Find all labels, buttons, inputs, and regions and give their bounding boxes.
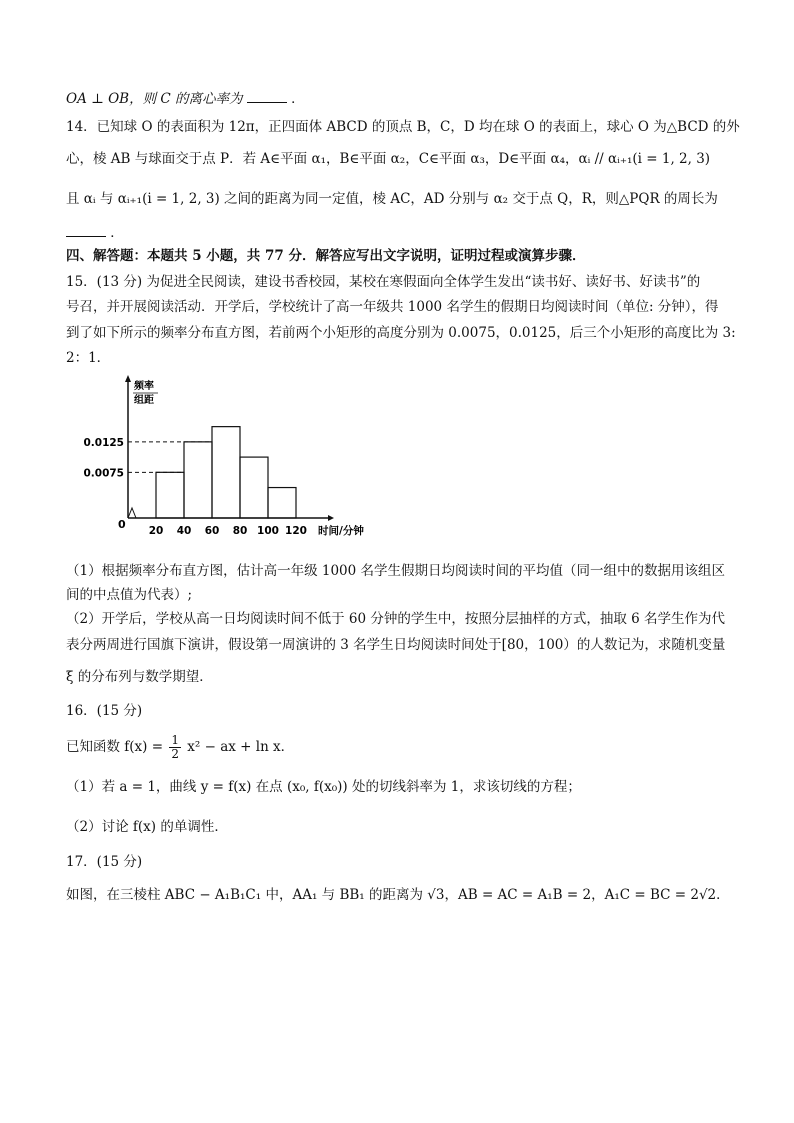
q13-text: OA ⊥ OB，则 C 的离心率为 xyxy=(66,91,243,107)
section-4-heading: 四、解答题：本题共 5 小题，共 77 分．解答应写出文字说明，证明过程或演算步骤． xyxy=(66,248,586,264)
q15-line-1: 15．(13 分) 为促进全民阅读，建设书香校园，某校在寒假面向全体学生发出“读书好、读好书、好读书”的 xyxy=(66,274,701,290)
histogram-bar xyxy=(156,472,184,518)
q15-part2-line-3: ξ 的分布列与数学期望． xyxy=(66,669,213,685)
q15-part2-line-2: 表分两周进行国旗下演讲，假设第一周演讲的 3 名学生日均阅读时间处于[80，100）的人数记为，求随机变量 xyxy=(66,637,726,653)
y-label-denominator: 组距 xyxy=(134,395,154,406)
x-axis-label: 时间/分钟 xyxy=(318,525,364,537)
q14-end: ． xyxy=(110,225,124,241)
q14-line-3: 且 αᵢ 与 αᵢ₊₁(i = 1, 2, 3) 之间的距离为同一定值，棱 AC，AD 分别与 α₂ 交于点 Q，R，则△PQR 的周长为 xyxy=(66,191,718,207)
q17-heading: 17．(15 分) xyxy=(66,854,143,870)
q16-func-suffix: x² − ax + ln x． xyxy=(187,739,295,755)
fraction-numerator: 1 xyxy=(171,733,179,747)
q15-line-2: 号召，并开展阅读活动．开学后，学校统计了高一年级共 1000 名学生的假期日均阅读时间（单位: 分钟），得 xyxy=(66,299,719,315)
histogram-bar xyxy=(212,427,240,518)
q15-part2-line-1: （2）开学后，学校从高一日均阅读时间不低于 60 分钟的学生中，按照分层抽样的方式，抽取 6 名学生作为代 xyxy=(66,611,726,627)
q16-part2: （2）讨论 f(x) 的单调性． xyxy=(66,819,228,835)
q14-line-1: 14．已知球 O 的表面积为 12π，正四面体 ABCD 的顶点 B，C，D 均在球 O 的表面上，球心 O 为△BCD 的外 xyxy=(66,119,740,135)
x-tick-label: 120 xyxy=(285,525,307,537)
histogram-bar xyxy=(268,488,296,518)
q16-function xyxy=(66,730,294,764)
histogram-bar xyxy=(184,442,212,518)
q13-tail xyxy=(66,90,305,108)
q17-text: 如图，在三棱柱 ABC − A₁B₁C₁ 中，AA₁ 与 BB₁ 的距离为 √3，AB = AC = A₁B = 2，A₁C = BC = 2√2． xyxy=(66,887,730,903)
q16-heading: 16．(15 分) xyxy=(66,703,143,719)
q15-part1-line-1: （1）根据频率分布直方图，估计高一年级 1000 名学生假期日均阅读时间的平均值（同一组中的数据用该组区 xyxy=(66,563,726,579)
fraction-one-half xyxy=(169,734,181,761)
y-tick-label: 0.0075 xyxy=(83,467,124,480)
y-axis-arrow xyxy=(125,375,131,382)
q15-part1-line-2: 间的中点值为代表）; xyxy=(66,587,193,603)
fraction-denominator: 2 xyxy=(171,747,179,761)
q14-line-4 xyxy=(66,224,124,242)
q16-func-prefix: 已知函数 f(x) = xyxy=(66,739,164,755)
answer-blank xyxy=(66,224,106,237)
q15-line-4: 2：1． xyxy=(66,350,111,366)
axis-break xyxy=(128,508,136,518)
answer-blank xyxy=(247,90,287,103)
x-tick-label: 80 xyxy=(232,525,248,537)
frequency-histogram xyxy=(83,372,400,547)
y-tick-label: 0.0125 xyxy=(83,436,124,449)
x-tick-label: 60 xyxy=(204,525,220,537)
q13-end: ． xyxy=(291,91,305,107)
x-axis-arrow xyxy=(328,515,334,521)
y-label-numerator: 频率 xyxy=(134,381,154,392)
q14-line-2: 心，棱 AB 与球面交于点 P．若 A∈平面 α₁，B∈平面 α₂，C∈平面 α₃，D∈平面 α₄，αᵢ // αᵢ₊₁(i = 1, 2, 3) xyxy=(66,151,711,167)
histogram-bar xyxy=(240,457,268,518)
q15-line-3: 到了如下所示的频率分布直方图，若前两个小矩形的高度分别为 0.0075，0.0125，后三个小矩形的高度比为 3: xyxy=(66,325,736,341)
origin-label: 0 xyxy=(118,518,126,531)
x-tick-label: 40 xyxy=(176,525,192,537)
x-tick-label: 20 xyxy=(148,525,164,537)
x-tick-label: 100 xyxy=(257,525,279,537)
q16-part1: （1）若 a = 1，曲线 y = f(x) 在点 (x₀, f(x₀)) 处的切线斜率为 1，求该切线的方程； xyxy=(66,779,581,795)
